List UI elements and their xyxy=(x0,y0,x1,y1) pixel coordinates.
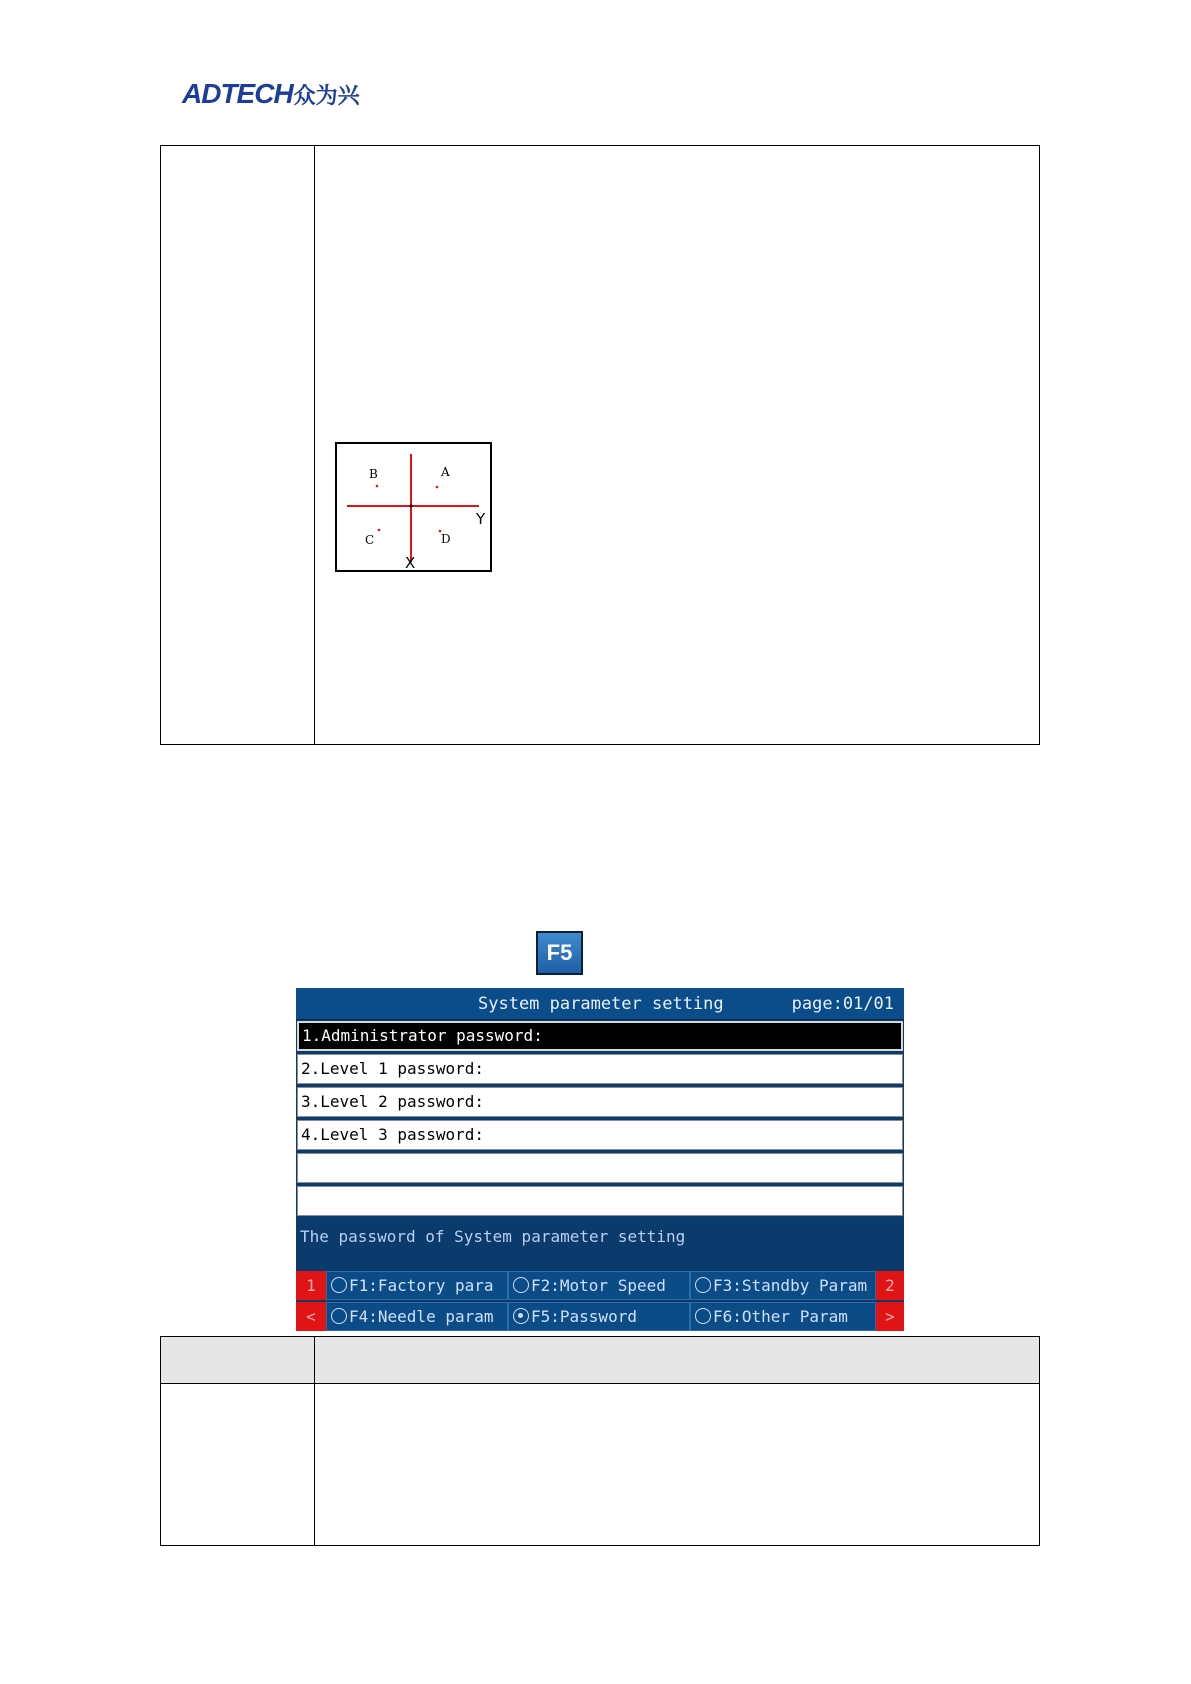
f3-standby-param-button[interactable] xyxy=(690,1271,876,1300)
radio-icon xyxy=(695,1277,711,1293)
quadrant-diagram-svg xyxy=(337,444,490,570)
f5-key-icon xyxy=(536,931,583,975)
screen-title-bar xyxy=(296,988,904,1020)
company-logo xyxy=(182,78,360,110)
f4-label: F4:Needle param xyxy=(349,1307,494,1326)
f2-motor-speed-button[interactable] xyxy=(508,1271,690,1300)
description-table-bottom xyxy=(160,1336,1040,1546)
radio-icon xyxy=(331,1277,347,1293)
f1-label: F1:Factory para xyxy=(349,1276,494,1295)
radio-selected-icon xyxy=(513,1308,529,1324)
quadrant-diagram xyxy=(335,442,492,572)
hmi-screen xyxy=(296,988,904,1331)
table-header-row xyxy=(161,1337,1039,1384)
origin-point xyxy=(410,505,413,508)
f4-needle-param-button[interactable] xyxy=(326,1302,508,1331)
param-row-level3-password[interactable]: 4.Level 3 password: xyxy=(297,1120,903,1150)
logo-cjk-text: 众为兴 xyxy=(293,83,360,109)
f5-password-button[interactable] xyxy=(508,1302,690,1331)
label-x-axis: X xyxy=(405,554,416,570)
screen-title: System parameter setting xyxy=(478,994,724,1014)
logo-latin-text: ADTECH xyxy=(182,78,293,109)
page-indicator: page:01/01 xyxy=(791,994,894,1014)
page-number-left: 1 xyxy=(296,1271,326,1300)
label-y-axis: Y xyxy=(476,510,486,528)
label-d: D xyxy=(441,532,451,546)
param-row-level1-password[interactable]: 2.Level 1 password: xyxy=(297,1054,903,1084)
f5-key-label: F5 xyxy=(546,940,573,965)
radio-icon xyxy=(695,1308,711,1324)
f3-label: F3:Standby Param xyxy=(713,1276,868,1295)
next-page-button[interactable]: > xyxy=(876,1302,904,1331)
label-c: C xyxy=(365,533,375,547)
label-b: B xyxy=(369,467,378,481)
param-row-level2-password[interactable]: 3.Level 2 password: xyxy=(297,1087,903,1117)
radio-icon xyxy=(513,1277,529,1293)
f5-label: F5:Password xyxy=(531,1307,637,1326)
f6-other-param-button[interactable] xyxy=(690,1302,876,1331)
table-column-divider xyxy=(314,146,315,744)
function-key-bar xyxy=(296,1271,904,1331)
param-row-empty[interactable] xyxy=(297,1153,903,1183)
f2-label: F2:Motor Speed xyxy=(531,1276,666,1295)
f1-factory-param-button[interactable] xyxy=(326,1271,508,1300)
table-column-divider xyxy=(314,1337,315,1545)
description-table-top xyxy=(160,145,1040,745)
f6-label: F6:Other Param xyxy=(713,1307,848,1326)
param-row-admin-password[interactable]: 1.Administrator password: xyxy=(297,1021,903,1051)
point-b xyxy=(376,485,379,488)
hint-text: The password of System parameter setting xyxy=(296,1221,904,1271)
page-number-right: 2 xyxy=(876,1271,904,1300)
prev-page-button[interactable]: < xyxy=(296,1302,326,1331)
param-row-empty[interactable] xyxy=(297,1186,903,1216)
radio-icon xyxy=(331,1308,347,1324)
point-c xyxy=(378,529,381,532)
label-a: A xyxy=(441,465,450,479)
point-a xyxy=(436,486,439,489)
